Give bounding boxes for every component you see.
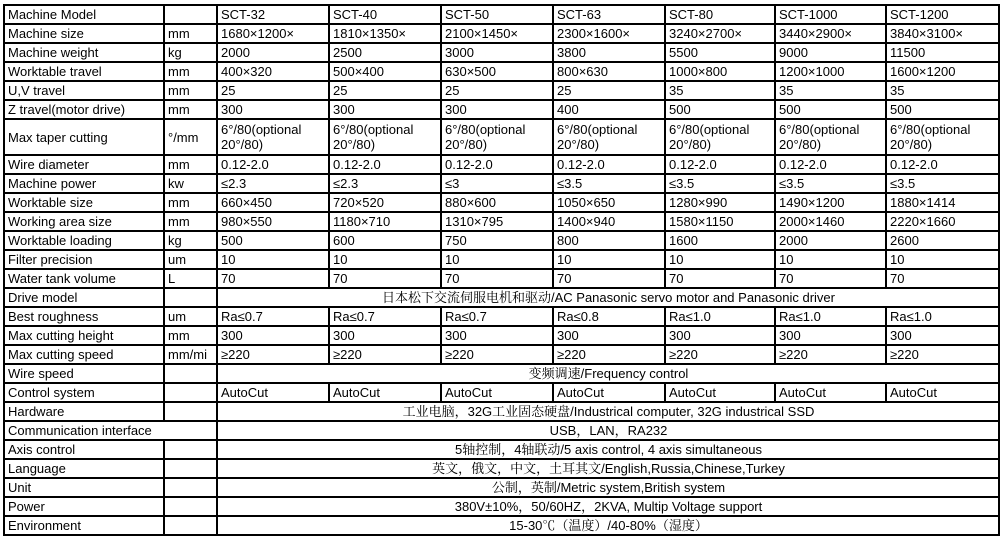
row-working-area-size: [4, 212, 999, 231]
value-cell: 2220×1660: [886, 212, 999, 231]
value-cell: Ra≤0.7: [441, 307, 553, 326]
span-value-cell: 工业电脑，32G工业固态硬盘/Industrical computer, 32G industrical SSD: [217, 402, 999, 421]
unit-cell: mm/mi: [164, 345, 217, 364]
value-cell: 1200×1000: [775, 62, 886, 81]
value-cell: 2500: [329, 43, 441, 62]
row-machine-weight: [4, 43, 999, 62]
row-label: Unit: [4, 478, 164, 497]
value-cell: 6°/80(optional 20°/80): [886, 119, 999, 155]
row-machine-size: [4, 24, 999, 43]
unit-cell: kg: [164, 231, 217, 250]
value-cell: 6°/80(optional 20°/80): [775, 119, 886, 155]
row-label: Machine power: [4, 174, 164, 193]
value-cell: 6°/80(optional 20°/80): [441, 119, 553, 155]
row-wire-speed: [4, 364, 999, 383]
value-cell: Ra≤1.0: [665, 307, 775, 326]
value-cell: 300: [441, 100, 553, 119]
value-cell: 630×500: [441, 62, 553, 81]
row-label: U,V travel: [4, 81, 164, 100]
row-worktable-loading: [4, 231, 999, 250]
value-cell: ≤3.5: [553, 174, 665, 193]
row-control-system: [4, 383, 999, 402]
value-cell: 35: [775, 81, 886, 100]
row-label: Control system: [4, 383, 164, 402]
value-cell: 70: [329, 269, 441, 288]
value-cell: 400: [553, 100, 665, 119]
row-label: Communication interface: [4, 421, 217, 440]
value-cell: Ra≤0.7: [217, 307, 329, 326]
unit-cell: um: [164, 250, 217, 269]
value-cell: 5500: [665, 43, 775, 62]
value-cell: 9000: [775, 43, 886, 62]
value-cell: 1280×990: [665, 193, 775, 212]
value-cell: AutoCut: [217, 383, 329, 402]
value-cell: 1000×800: [665, 62, 775, 81]
value-cell: ≥220: [775, 345, 886, 364]
value-cell: 6°/80(optional 20°/80): [553, 119, 665, 155]
row-label: Axis control: [4, 440, 164, 459]
value-cell: 35: [665, 81, 775, 100]
value-cell: 0.12-2.0: [775, 155, 886, 174]
row-label: Environment: [4, 516, 164, 535]
row-label: Drive model: [4, 288, 164, 307]
unit-cell: [164, 440, 217, 459]
row-language: [4, 459, 999, 478]
row-max-cutting-height: [4, 326, 999, 345]
value-cell: 6°/80(optional 20°/80): [329, 119, 441, 155]
value-cell: 720×520: [329, 193, 441, 212]
unit-cell: [164, 516, 217, 535]
value-cell: 10: [886, 250, 999, 269]
span-value-cell: 15-30℃（温度）/40-80%（湿度）: [217, 516, 999, 535]
value-cell: 2100×1450×: [441, 24, 553, 43]
row-label: Wire speed: [4, 364, 164, 383]
span-value-cell: USB，LAN，RA232: [217, 421, 999, 440]
value-cell: 0.12-2.0: [329, 155, 441, 174]
span-value-cell: 5轴控制，4轴联动/5 axis control, 4 axis simultaneous: [217, 440, 999, 459]
value-cell: 70: [441, 269, 553, 288]
value-cell: ≥220: [886, 345, 999, 364]
value-cell: 500×400: [329, 62, 441, 81]
row-axis-control: [4, 440, 999, 459]
value-cell: 35: [886, 81, 999, 100]
span-value-cell: 日本松下交流伺服电机和驱动/AC Panasonic servo motor and Panasonic driver: [217, 288, 999, 307]
value-cell: 10: [665, 250, 775, 269]
unit-cell: mm: [164, 326, 217, 345]
value-cell: 2300×1600×: [553, 24, 665, 43]
unit-cell: kg: [164, 43, 217, 62]
value-cell: 6°/80(optional 20°/80): [665, 119, 775, 155]
row-power: [4, 497, 999, 516]
value-cell: 300: [217, 326, 329, 345]
unit-cell: mm: [164, 193, 217, 212]
value-cell: AutoCut: [665, 383, 775, 402]
value-cell: AutoCut: [441, 383, 553, 402]
value-cell: ≤3: [441, 174, 553, 193]
value-cell: 300: [217, 100, 329, 119]
row-label: Worktable loading: [4, 231, 164, 250]
value-cell: 1400×940: [553, 212, 665, 231]
row-wire-diameter: [4, 155, 999, 174]
value-cell: 3800: [553, 43, 665, 62]
value-cell: 880×600: [441, 193, 553, 212]
row-label: Max cutting height: [4, 326, 164, 345]
value-cell: 10: [441, 250, 553, 269]
value-cell: ≥220: [665, 345, 775, 364]
value-cell: 300: [441, 326, 553, 345]
row-drive-model: [4, 288, 999, 307]
unit-cell: [164, 364, 217, 383]
row-filter-precision: [4, 250, 999, 269]
value-cell: AutoCut: [886, 383, 999, 402]
value-cell: 25: [329, 81, 441, 100]
row-label: Z travel(motor drive): [4, 100, 164, 119]
row-z-travel-motor-drive: [4, 100, 999, 119]
value-cell: ≥220: [329, 345, 441, 364]
value-cell: 800: [553, 231, 665, 250]
row-unit: [4, 478, 999, 497]
value-cell: AutoCut: [553, 383, 665, 402]
header-model-cell-sct-50: SCT-50: [441, 5, 553, 24]
value-cell: AutoCut: [775, 383, 886, 402]
value-cell: 1810×1350×: [329, 24, 441, 43]
value-cell: ≥220: [441, 345, 553, 364]
unit-cell: [164, 402, 217, 421]
value-cell: 70: [775, 269, 886, 288]
unit-cell: [164, 5, 217, 24]
value-cell: 500: [886, 100, 999, 119]
row-label: Machine Model: [4, 5, 164, 24]
row-machine-model: [4, 5, 999, 24]
value-cell: ≥220: [217, 345, 329, 364]
value-cell: 1050×650: [553, 193, 665, 212]
unit-cell: mm: [164, 212, 217, 231]
row-label: Filter precision: [4, 250, 164, 269]
value-cell: 750: [441, 231, 553, 250]
value-cell: 1490×1200: [775, 193, 886, 212]
value-cell: 2000: [217, 43, 329, 62]
row-label: Machine weight: [4, 43, 164, 62]
value-cell: 70: [553, 269, 665, 288]
header-model-cell-sct-80: SCT-80: [665, 5, 775, 24]
value-cell: 0.12-2.0: [553, 155, 665, 174]
value-cell: 300: [553, 326, 665, 345]
span-value-cell: 公制，英制/Metric system,British system: [217, 478, 999, 497]
value-cell: Ra≤1.0: [886, 307, 999, 326]
value-cell: 0.12-2.0: [886, 155, 999, 174]
row-label: Max cutting speed: [4, 345, 164, 364]
span-value-cell: 英文，俄文，中文，土耳其文/English,Russia,Chinese,Turkey: [217, 459, 999, 478]
value-cell: 10: [775, 250, 886, 269]
value-cell: 0.12-2.0: [665, 155, 775, 174]
value-cell: 0.12-2.0: [441, 155, 553, 174]
unit-cell: um: [164, 307, 217, 326]
row-best-roughness: [4, 307, 999, 326]
row-machine-power: [4, 174, 999, 193]
value-cell: 25: [441, 81, 553, 100]
row-environment: [4, 516, 999, 535]
value-cell: 980×550: [217, 212, 329, 231]
row-worktable-size: [4, 193, 999, 212]
value-cell: 1680×1200×: [217, 24, 329, 43]
value-cell: 300: [886, 326, 999, 345]
value-cell: 1600×1200: [886, 62, 999, 81]
spec-table-body: [4, 5, 999, 535]
value-cell: ≤3.5: [665, 174, 775, 193]
row-max-cutting-speed: [4, 345, 999, 364]
value-cell: 11500: [886, 43, 999, 62]
row-label: Machine size: [4, 24, 164, 43]
value-cell: 25: [553, 81, 665, 100]
row-label: Best roughness: [4, 307, 164, 326]
unit-cell: [164, 497, 217, 516]
row-label: Working area size: [4, 212, 164, 231]
row-label: Language: [4, 459, 164, 478]
row-communication-interface: [4, 421, 999, 440]
value-cell: 1310×795: [441, 212, 553, 231]
unit-cell: kw: [164, 174, 217, 193]
row-label: Power: [4, 497, 164, 516]
header-model-cell-sct-1200: SCT-1200: [886, 5, 999, 24]
value-cell: 300: [329, 326, 441, 345]
value-cell: 2000×1460: [775, 212, 886, 231]
value-cell: 3240×2700×: [665, 24, 775, 43]
unit-cell: [164, 478, 217, 497]
unit-cell: [164, 288, 217, 307]
value-cell: 660×450: [217, 193, 329, 212]
value-cell: 3000: [441, 43, 553, 62]
value-cell: Ra≤1.0: [775, 307, 886, 326]
row-label: Worktable size: [4, 193, 164, 212]
row-u-v-travel: [4, 81, 999, 100]
header-model-cell-sct-40: SCT-40: [329, 5, 441, 24]
value-cell: 3440×2900×: [775, 24, 886, 43]
value-cell: ≥220: [553, 345, 665, 364]
value-cell: 10: [329, 250, 441, 269]
value-cell: Ra≤0.8: [553, 307, 665, 326]
value-cell: 300: [329, 100, 441, 119]
value-cell: 600: [329, 231, 441, 250]
row-label: Worktable travel: [4, 62, 164, 81]
value-cell: ≤3.5: [886, 174, 999, 193]
unit-cell: °/mm: [164, 119, 217, 155]
unit-cell: L: [164, 269, 217, 288]
value-cell: 800×630: [553, 62, 665, 81]
value-cell: 1180×710: [329, 212, 441, 231]
value-cell: 1880×1414: [886, 193, 999, 212]
value-cell: 1600: [665, 231, 775, 250]
value-cell: 3840×3100×: [886, 24, 999, 43]
value-cell: 500: [217, 231, 329, 250]
value-cell: 25: [217, 81, 329, 100]
value-cell: 70: [665, 269, 775, 288]
value-cell: 2600: [886, 231, 999, 250]
spec-table: [3, 4, 1000, 536]
unit-cell: mm: [164, 24, 217, 43]
header-model-cell-sct-32: SCT-32: [217, 5, 329, 24]
value-cell: 0.12-2.0: [217, 155, 329, 174]
value-cell: 10: [217, 250, 329, 269]
value-cell: AutoCut: [329, 383, 441, 402]
row-label: Hardware: [4, 402, 164, 421]
unit-cell: [164, 459, 217, 478]
row-water-tank-volume: [4, 269, 999, 288]
span-value-cell: 变频调速/Frequency control: [217, 364, 999, 383]
unit-cell: mm: [164, 81, 217, 100]
value-cell: 10: [553, 250, 665, 269]
value-cell: 400×320: [217, 62, 329, 81]
row-max-taper-cutting: [4, 119, 999, 155]
row-label: Max taper cutting: [4, 119, 164, 155]
value-cell: ≤2.3: [217, 174, 329, 193]
value-cell: 70: [886, 269, 999, 288]
span-value-cell: 380V±10%，50/60HZ，2KVA, Multip Voltage support: [217, 497, 999, 516]
value-cell: 6°/80(optional 20°/80): [217, 119, 329, 155]
value-cell: 500: [775, 100, 886, 119]
value-cell: 300: [665, 326, 775, 345]
value-cell: 2000: [775, 231, 886, 250]
unit-cell: mm: [164, 100, 217, 119]
value-cell: 70: [217, 269, 329, 288]
row-label: Wire diameter: [4, 155, 164, 174]
value-cell: ≤2.3: [329, 174, 441, 193]
value-cell: 1580×1150: [665, 212, 775, 231]
value-cell: 500: [665, 100, 775, 119]
unit-cell: [164, 383, 217, 402]
value-cell: ≤3.5: [775, 174, 886, 193]
value-cell: Ra≤0.7: [329, 307, 441, 326]
header-model-cell-sct-63: SCT-63: [553, 5, 665, 24]
header-model-cell-sct-1000: SCT-1000: [775, 5, 886, 24]
unit-cell: mm: [164, 155, 217, 174]
row-worktable-travel: [4, 62, 999, 81]
unit-cell: mm: [164, 62, 217, 81]
value-cell: 300: [775, 326, 886, 345]
row-hardware: [4, 402, 999, 421]
row-label: Water tank volume: [4, 269, 164, 288]
